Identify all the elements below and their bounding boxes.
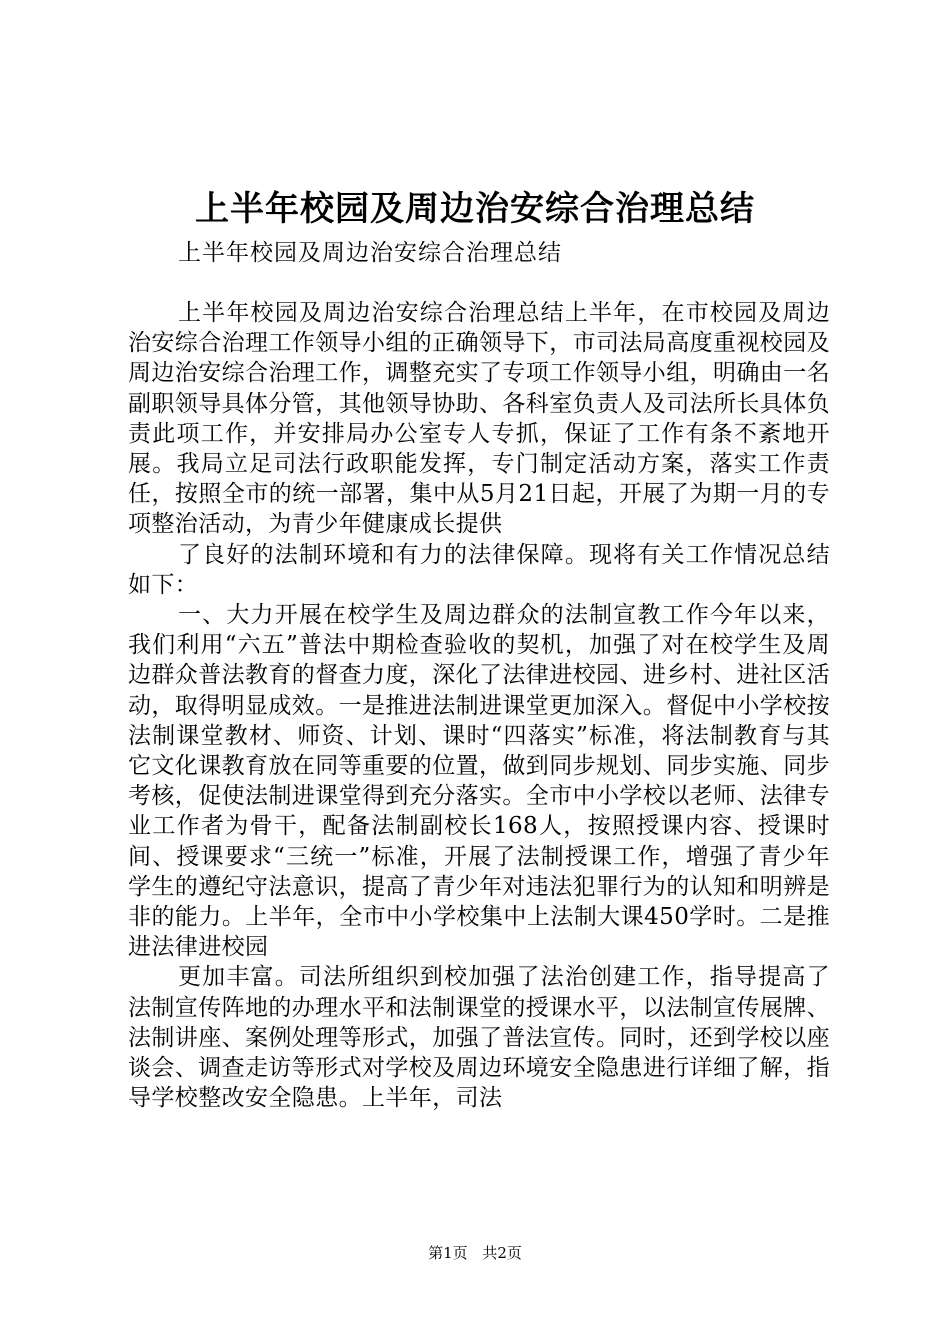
document-body: [128, 298, 830, 1113]
page-footer: [0, 1243, 950, 1263]
document-subtitle: 上半年校园及周边治安综合治理总结: [178, 240, 562, 266]
body-paragraph: 上半年校园及周边治安综合治理总结上半年，在市校园及周边治安综合治理工作领导小组的正确领导下，市司法局高度重视校园及周边治安综合治理工作，调整充实了专项工作领导小组，明确由一名副职领导具体分管，其他领导协助、各科室负责人及司法所长具体负责此项工作，并安排局办公室专人专抓，保证了工作有条不紊地开展。我局立足司法行政职能发挥，专门制定活动方案，落实工作责任，按照全市的统一部署，集中从5月21日起，开展了为期一月的专项整治活动，为青少年健康成长提供: [128, 300, 830, 538]
body-paragraph: 更加丰富。司法所组织到校加强了法治创建工作，指导提高了法制宣传阵地的办理水平和法制课堂的授课水平，以法制宣传展牌、法制讲座、案例处理等形式，加强了普法宣传。同时，还到学校以座谈会、调查走访等形式对学校及周边环境安全隐患进行详细了解，指导学校整改安全隐患。上半年，司法: [128, 964, 830, 1112]
body-paragraph: 一、大力开展在校学生及周边群众的法制宣教工作今年以来，我们利用“六五”普法中期检查验收的契机，加强了对在校学生及周边群众普法教育的督查力度，深化了法律进校园、进乡村、进社区活动，取得明显成效。一是推进法制进课堂更加深入。督促中小学校按法制课堂教材、师资、计划、课时“四落实”标准，将法制教育与其它文化课教育放在同等重要的位置，做到同步规划、同步实施、同步考核，促使法制进课堂得到充分落实。全市中小学校以老师、法律专业工作者为骨干，配备法制副校长168人，按照授课内容、授课时间、授课要求“三统一”标准，开展了法制授课工作，增强了青少年学生的遵纪守法意识，提高了青少年对违法犯罪行为的认知和明辨是非的能力。上半年，全市中小学校集中上法制大课450学时。二是推进法律进校园: [128, 602, 830, 961]
body-paragraph: 了良好的法制环境和有力的法律保障。现将有关工作情况总结如下：: [128, 541, 830, 598]
page-number: 第1页: [428, 1244, 468, 1262]
page-total: 共2页: [482, 1244, 522, 1262]
document-title: 上半年校园及周边治安综合治理总结: [195, 189, 755, 229]
